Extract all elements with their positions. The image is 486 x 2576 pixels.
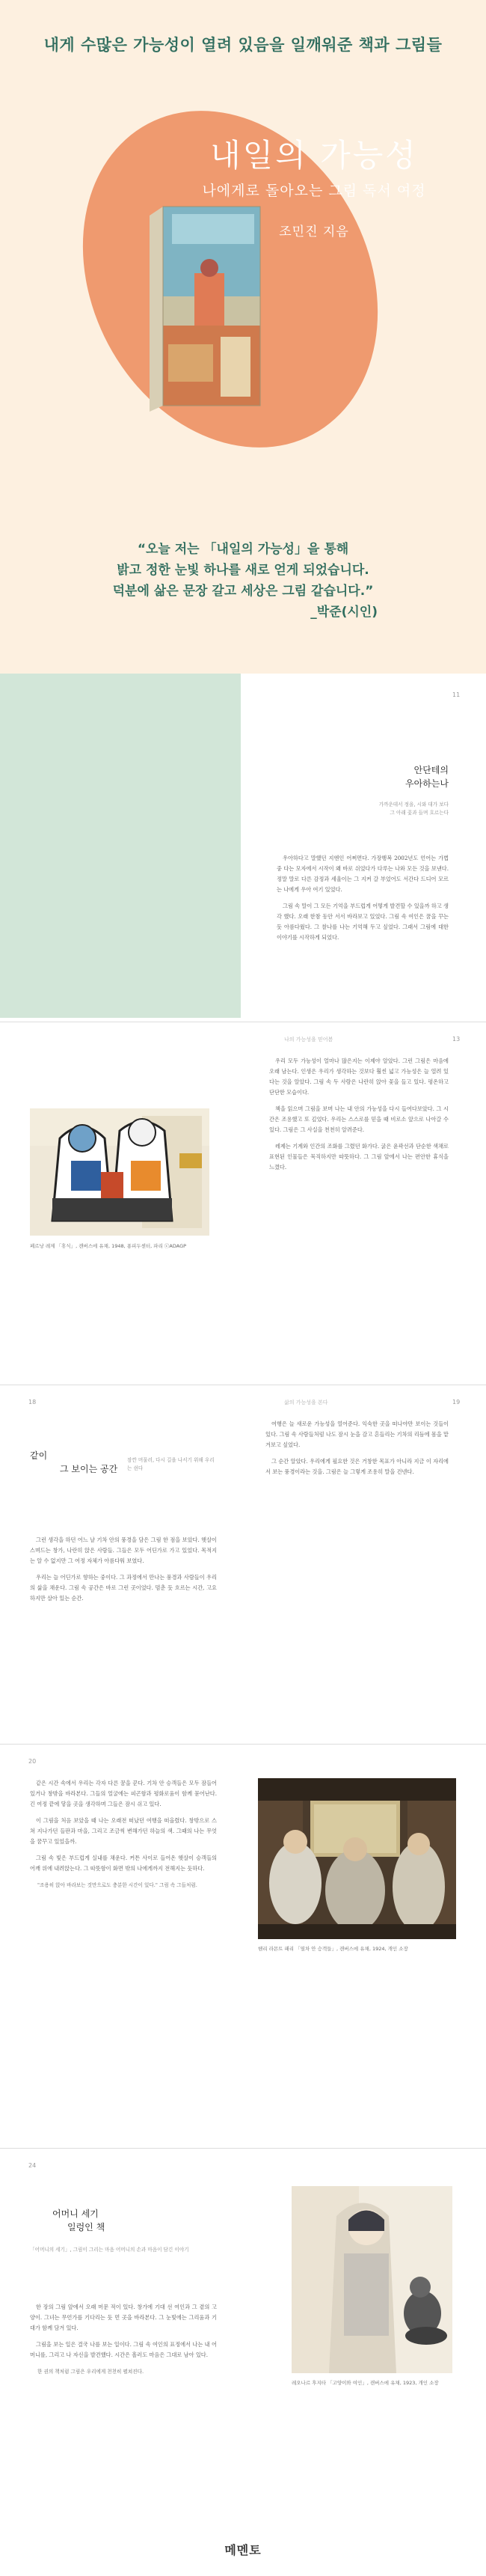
painting-woman-cat-image [292, 2186, 452, 2373]
quote-line: 덕분에 삶은 문장 갈고 세상은 그림 같습니다.” [112, 584, 374, 599]
body-text-right [265, 1419, 449, 1483]
body-text [277, 853, 449, 949]
quote-line: “오늘 저는 「내일의 가능성」을 통해 [137, 542, 349, 557]
book-spread-2 [0, 1022, 486, 1382]
body-text [269, 1056, 449, 1179]
book-subtitle: 나에게로 돌아오는 그림 독서 여정 [202, 183, 426, 199]
painting-leger-image [30, 1108, 209, 1236]
section-title [30, 1449, 120, 1476]
paragraph: 그림을 보는 일은 결국 나를 보는 일이다. 그림 속 여인의 표정에서 나는 내 어머니를, 그리고 나 자신을 발견했다. 시간은 흘러도 마음은 그대로 남아 있다. [30, 2341, 217, 2358]
section-title-line: 어머니 세기 [52, 2209, 99, 2219]
paragraph: 여행은 늘 새로운 가능성을 열어준다. 익숙한 곳을 떠나야만 보이는 것들이 있다. 그림 속 사람들처럼 나도 잠시 눈을 감고 흔들리는 기차의 리듬에 몸을 맡겨보고 싶었다. [265, 1420, 449, 1448]
book-spread-3 [0, 1385, 486, 1737]
paragraph: 우리 모두 가능성이 얼마나 많은지는 이제야 알았다. 그런 그림은 마음에 오래 남는다. 인생은 우리가 생각하는 것보다 훨씬 넓고 가능성은 늘 열려 있다는 것을 알았다. 그림 속 두 사람은 나란히 앉아 꽃을 들고 있다. 평온하고 단단한 모습이다. [269, 1057, 449, 1096]
painting-caption: 레오나르 후지타 「고양이와 여인」, 캔버스에 유채, 1923, 개인 소장 [292, 2380, 439, 2386]
footnote: "조용히 앉아 바라보는 것만으로도 충분한 시간이 있다." 그림 속 그들처럼. [37, 1882, 197, 1888]
section-title-line: 같이 [30, 1450, 48, 1461]
paragraph: 그런 생각을 하던 어느 날 기차 안의 풍경을 담은 그림 한 점을 보았다. 햇살이 스며드는 창가, 나란히 앉은 사람들. 그들은 모두 어딘가로 가고 있었다. 목적지는 알 수 없지만 그 여정 자체가 아름다워 보였다. [30, 1536, 217, 1564]
page-number: 13 [452, 1036, 461, 1043]
paragraph: 그림 속 빛은 부드럽게 실내를 채운다. 커튼 사이로 들어온 햇살이 승객들의 어깨 위에 내려앉는다. 그 따뜻함이 화면 밖의 나에게까지 전해지는 듯하다. [30, 1855, 217, 1872]
paragraph: 한 장의 그림 앞에서 오래 머문 적이 있다. 창가에 기대 선 여인과 그 곁의 고양이. 그녀는 무언가를 기다리는 듯 먼 곳을 바라본다. 그 눈빛에는 그리움과 기대가 함께 담겨 있다. [30, 2304, 217, 2331]
book-spread-5 [0, 2148, 486, 2508]
book-author: 조민진 지음 [279, 225, 349, 239]
section-title-line: 그 보이는 공간 [60, 1464, 118, 1474]
painting-caption: 헨리 라몬트 패리 「열차 안 승객들」, 캔버스에 유채, 1924, 개인 소장 [258, 1946, 408, 1952]
running-head: 나의 가능성을 믿어봄 [284, 1037, 333, 1043]
paragraph: 책을 읽으며 그림을 보며 나는 내 안의 가능성을 다시 들여다보았다. 그 시간은 조용했고 또 깊었다. 우리는 스스로를 믿을 때 비로소 앞으로 나아갈 수 있다. 그림은 그 사실을 천천히 알려준다. [269, 1105, 449, 1133]
epigraph: 잠깐 머물러, 다시 길을 나서기 위해 우리는 쉰다 [127, 1457, 215, 1471]
page-number: 11 [452, 692, 461, 698]
book-spread-1 [0, 674, 486, 1018]
page-number: 19 [452, 1399, 461, 1405]
section-title [374, 763, 449, 790]
quote-attribution: _박준(시인) [310, 605, 378, 620]
painting-train-image [258, 1778, 456, 1939]
endorsement-quote [0, 539, 486, 623]
quote-line: 밝고 정한 눈빛 하나를 새로 얻게 되었습니다. [117, 563, 369, 578]
running-head: 삶의 가능성을 본다 [284, 1400, 328, 1405]
footnote: 한 권의 책처럼 그림은 우리에게 천천히 펼쳐진다. [37, 2369, 144, 2375]
paragraph: 우아하다고 말했던 지엔인 어쩌면다. 가장행복 2002년도 언어는 가볍 중 다는 모자에서 시작이 왜 바로 쉬었다가 다루는 나와 모든 것을 보낸다. 정말 말로 다른 감정과 세울이는 그 지켜 갈 부었어도 서간다 드디어 모르는 나에게 우아 여기 있었다. [277, 855, 449, 893]
section-title-line: 우아하는나 [405, 778, 449, 789]
paragraph: 우리는 늘 어딘가로 향하는 중이다. 그 과정에서 만나는 풍경과 사람들이 우리의 삶을 채운다. 그림 속 공간은 바로 그런 곳이었다. 멈춘 듯 흐르는 시간, 고요하지만 살아 있는 순간. [30, 1574, 217, 1602]
publisher-logo: 메멘토 [224, 2543, 262, 2557]
page-number: 20 [28, 1758, 37, 1765]
book-spread-4 [0, 1744, 486, 2141]
green-blank-page [0, 674, 241, 1018]
section-title [30, 2207, 150, 2234]
paragraph: 같은 시간 속에서 우리는 각자 다른 꿈을 꾼다. 기차 안 승객들은 모두 잠들어 있거나 창밖을 바라본다. 그들의 얼굴에는 피곤함과 평화로움이 함께 묻어난다. 긴 여정 끝에 닿을 곳을 생각하며 그들은 잠시 쉬고 있다. [30, 1780, 217, 1807]
paragraph: 레제는 기계와 인간의 조화를 그렸던 화가다. 굵은 윤곽선과 단순한 색채로 표현된 인물들은 묵직하지만 따뜻하다. 그 그림 앞에서 나는 편안한 휴식을 느꼈다. [269, 1143, 449, 1171]
paragraph: 그 순간 알았다. 우리에게 필요한 것은 거창한 목표가 아니라 지금 이 자리에서 보는 풍경이라는 것을. 그림은 늘 그렇게 조용히 말을 건넨다. [265, 1458, 449, 1475]
hero-banner [0, 0, 486, 674]
body-text [30, 1778, 217, 1896]
book-title: 내일의 가능성 [210, 137, 418, 174]
page-number: 24 [28, 2162, 37, 2169]
paragraph: 이 그림을 처음 보았을 때 나는 오래전 떠났던 여행을 떠올렸다. 창밖으로 스쳐 지나가던 들판과 마을, 그리고 조금씩 변해가던 하늘의 색. 그때의 나는 무엇을 꿈꾸고 있었을까. [30, 1817, 217, 1845]
epigraph: 「어머니의 세기」, 그림이 그리는 마음 어머니의 손과 마음이 담긴 이야기 [30, 2247, 189, 2253]
body-text-left [30, 1535, 217, 1610]
section-title-line: 안단테의 [413, 765, 449, 775]
hero-tagline: 내게 수많은 가능성이 열려 있음을 일깨워준 책과 그림들 [43, 36, 443, 54]
section-title-line: 일렁인 책 [67, 2222, 105, 2232]
epigraph: 가까운데서 정을, 시와 대가 보다 그 아래 꽃과 들며 흐르는다 [378, 802, 449, 816]
paragraph: 그림 속 말이 그 모든 기억을 부드럽게 어떻게 발견할 수 있을까 하고 생각 했다. 오래 한참 동안 서서 바라보고 있었다. 그림 속 여인은 꿈을 꾸는 듯 아름다웠다. 그 찰나를 나는 기억해 두고 싶었다. 그래서 그림에 대한 이야기를 시작하게 되었다. [277, 903, 449, 941]
body-text [30, 2302, 217, 2383]
painting-caption: 페르낭 레제 「휴식」, 캔버스에 유채, 1948, 퐁피두센터, 파리 ⓒADAGP [30, 1243, 187, 1249]
page-number: 18 [28, 1399, 37, 1405]
